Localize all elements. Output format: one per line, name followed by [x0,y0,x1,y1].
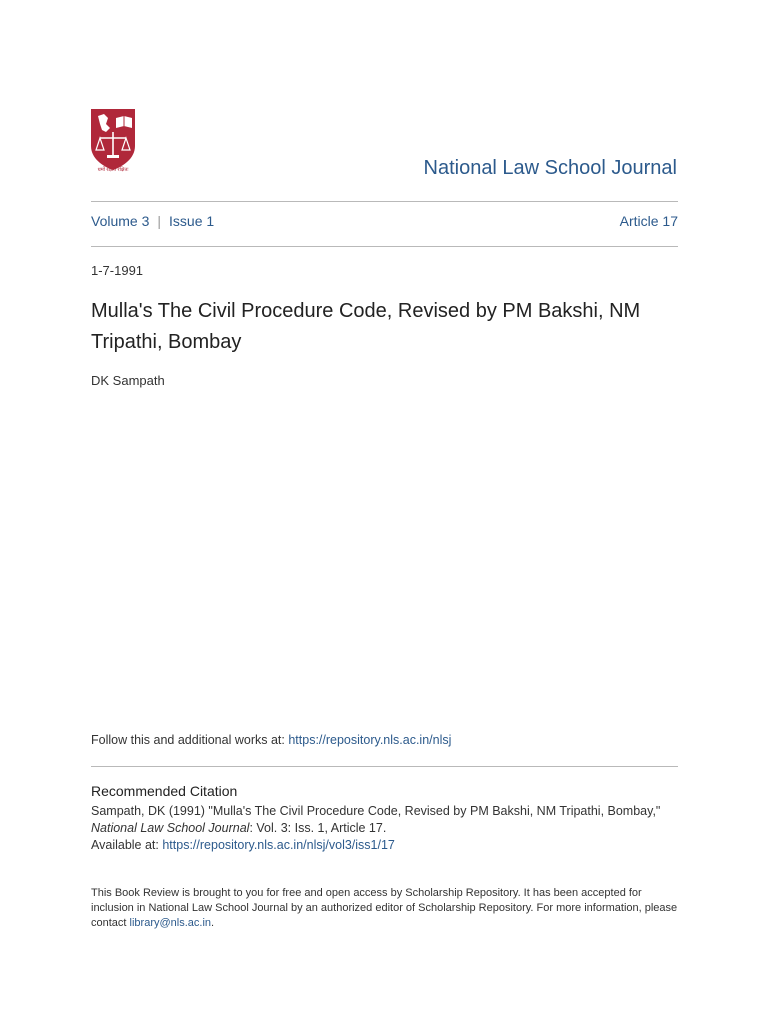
article-url-link[interactable]: https://repository.nls.ac.in/nlsj/vol3/iss1/17 [162,838,395,852]
citation-block [91,803,681,854]
volume-link[interactable]: Volume 3 [91,213,150,229]
citation-line-1: Sampath, DK (1991) "Mulla's The Civil Procedure Code, Revised by PM Bakshi, NM Tripathi, Bombay," [91,804,661,818]
citation-divider [91,766,678,767]
author-name: DK Sampath [91,373,165,388]
follow-text: Follow this and additional works at: [91,733,285,747]
issue-bar [91,213,678,229]
nls-logo [88,106,138,180]
repository-link[interactable]: https://repository.nls.ac.in/nlsj [288,733,452,747]
citation-heading: Recommended Citation [91,783,238,799]
article-title: Mulla's The Civil Procedure Code, Revised by PM Bakshi, NM Tripathi, Bombay [91,300,641,353]
publication-date: 1-7-1991 [91,263,144,278]
header-divider [91,201,678,202]
logo-motto: धर्मो रक्षति रक्षितः [97,167,129,173]
access-notice-text: This Book Review is brought to you for free and open access by Scholarship Repository. It has been accepted for inclusion in National Law School Journal by an authorized editor of Scholarship Repository. For more information, please contact [91,887,678,929]
access-notice [91,886,681,931]
access-notice-end: . [211,917,215,929]
issue-link[interactable]: Issue 1 [169,213,215,229]
available-label: Available at: [91,838,159,852]
contact-email-link[interactable]: library@nls.ac.in [129,917,211,929]
citation-journal: National Law School Journal [91,821,250,835]
citation-details: : Vol. 3: Iss. 1, Article 17. [249,821,387,835]
follow-line [91,733,451,747]
issue-divider [91,246,678,247]
citation-line-2 [91,820,681,837]
issue-separator: | [157,213,162,229]
article-link[interactable]: Article 17 [619,213,678,229]
citation-line-3 [91,837,681,854]
journal-title-link[interactable]: National Law School Journal [423,157,677,179]
